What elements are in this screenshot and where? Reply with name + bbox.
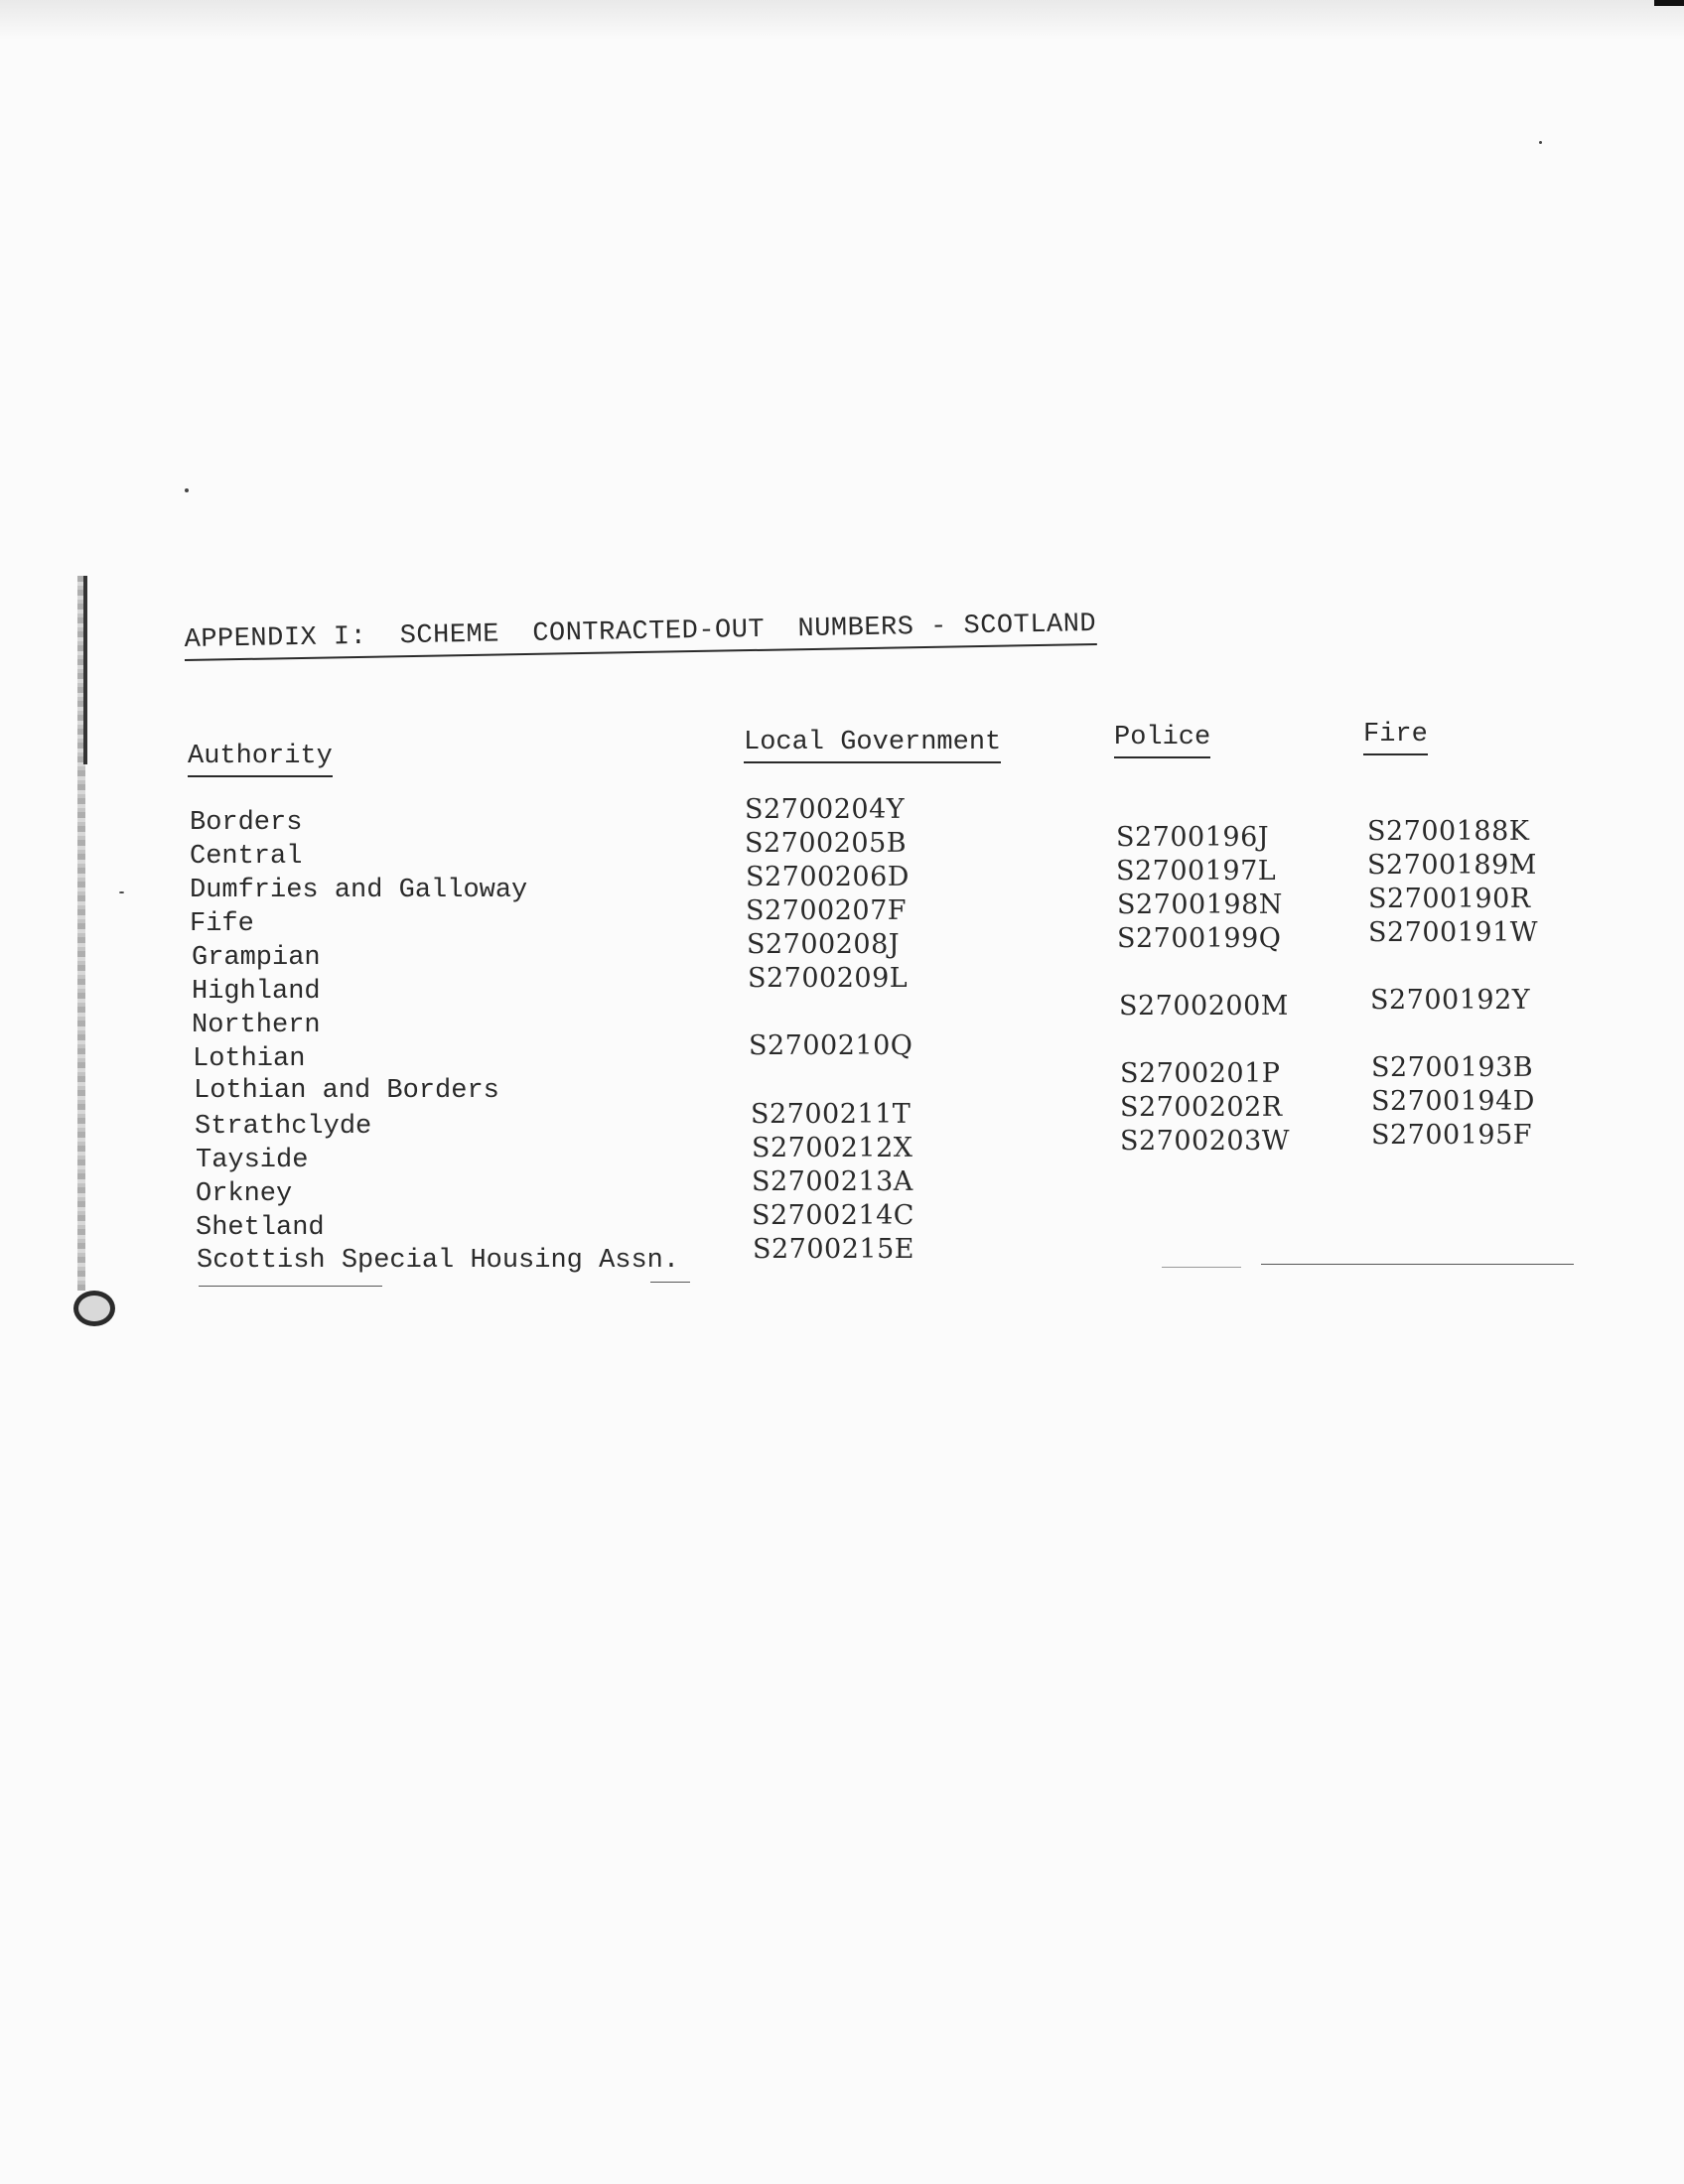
punch-hole — [73, 1291, 115, 1326]
authority-name: Dumfries and Galloway — [190, 876, 528, 905]
underline-stub — [650, 1282, 690, 1283]
corner-mark — [1654, 0, 1684, 6]
binding-edge-dark — [83, 576, 87, 764]
local-government-number: S2700208J — [747, 929, 901, 960]
fire-number: S2700195F — [1371, 1120, 1532, 1151]
local-government-number: S2700205B — [745, 828, 908, 859]
authority-name: Shetland — [196, 1213, 325, 1243]
police-number: S2700198N — [1117, 889, 1283, 920]
local-government-number: S2700213A — [752, 1166, 913, 1197]
local-government-number: S2700212X — [752, 1133, 913, 1163]
document-title: APPENDIX I: SCHEME CONTRACTED-OUT NUMBERS - SCOTLAND — [184, 610, 1096, 661]
scan-shadow — [0, 0, 1684, 40]
authority-name: Strathclyde — [195, 1112, 372, 1142]
authority-name: Lothian and Borders — [194, 1076, 499, 1106]
authority-name: Tayside — [196, 1146, 309, 1175]
speck — [119, 891, 124, 893]
fire-number: S2700194D — [1371, 1086, 1535, 1117]
authority-name: Northern — [192, 1011, 321, 1040]
closing-rule-faint — [1162, 1267, 1241, 1268]
local-government-number: S2700210Q — [749, 1030, 913, 1061]
fire-number: S2700192Y — [1370, 985, 1531, 1016]
authority-name: Orkney — [196, 1179, 293, 1209]
header-authority: Authority — [188, 742, 333, 777]
authority-name: Fife — [190, 909, 254, 939]
authority-name: Central — [190, 842, 303, 872]
police-number: S2700197L — [1116, 856, 1277, 887]
header-fire: Fire — [1363, 720, 1428, 755]
local-government-number: S2700207F — [746, 895, 907, 926]
authority-name: Lothian — [193, 1044, 306, 1074]
fire-number: S2700188K — [1367, 816, 1530, 847]
underline-stub — [199, 1286, 382, 1287]
fire-number: S2700191W — [1368, 917, 1538, 948]
police-number: S2700200M — [1119, 991, 1289, 1022]
authority-name: Scottish Special Housing Assn. — [197, 1246, 680, 1276]
fire-number: S2700190R — [1368, 884, 1531, 914]
local-government-number: S2700209L — [748, 963, 909, 994]
police-number: S2700196J — [1116, 822, 1270, 853]
speck — [185, 488, 189, 492]
police-number: S2700199Q — [1117, 923, 1282, 954]
police-number: S2700201P — [1120, 1058, 1281, 1089]
police-number: S2700203W — [1120, 1126, 1290, 1157]
speck — [1539, 141, 1542, 144]
local-government-number: S2700204Y — [745, 794, 906, 825]
fire-number: S2700189M — [1367, 850, 1537, 881]
police-number: S2700202R — [1120, 1092, 1283, 1123]
local-government-number: S2700206D — [746, 862, 910, 892]
authority-name: Grampian — [192, 943, 321, 973]
authority-name: Highland — [192, 977, 321, 1007]
local-government-number: S2700211T — [751, 1099, 912, 1130]
local-government-number: S2700215E — [753, 1234, 914, 1265]
authority-name: Borders — [190, 808, 303, 838]
header-local-government: Local Government — [744, 728, 1001, 763]
header-police: Police — [1114, 723, 1210, 758]
local-government-number: S2700214C — [752, 1200, 914, 1231]
closing-rule — [1261, 1264, 1574, 1265]
fire-number: S2700193B — [1371, 1052, 1534, 1083]
